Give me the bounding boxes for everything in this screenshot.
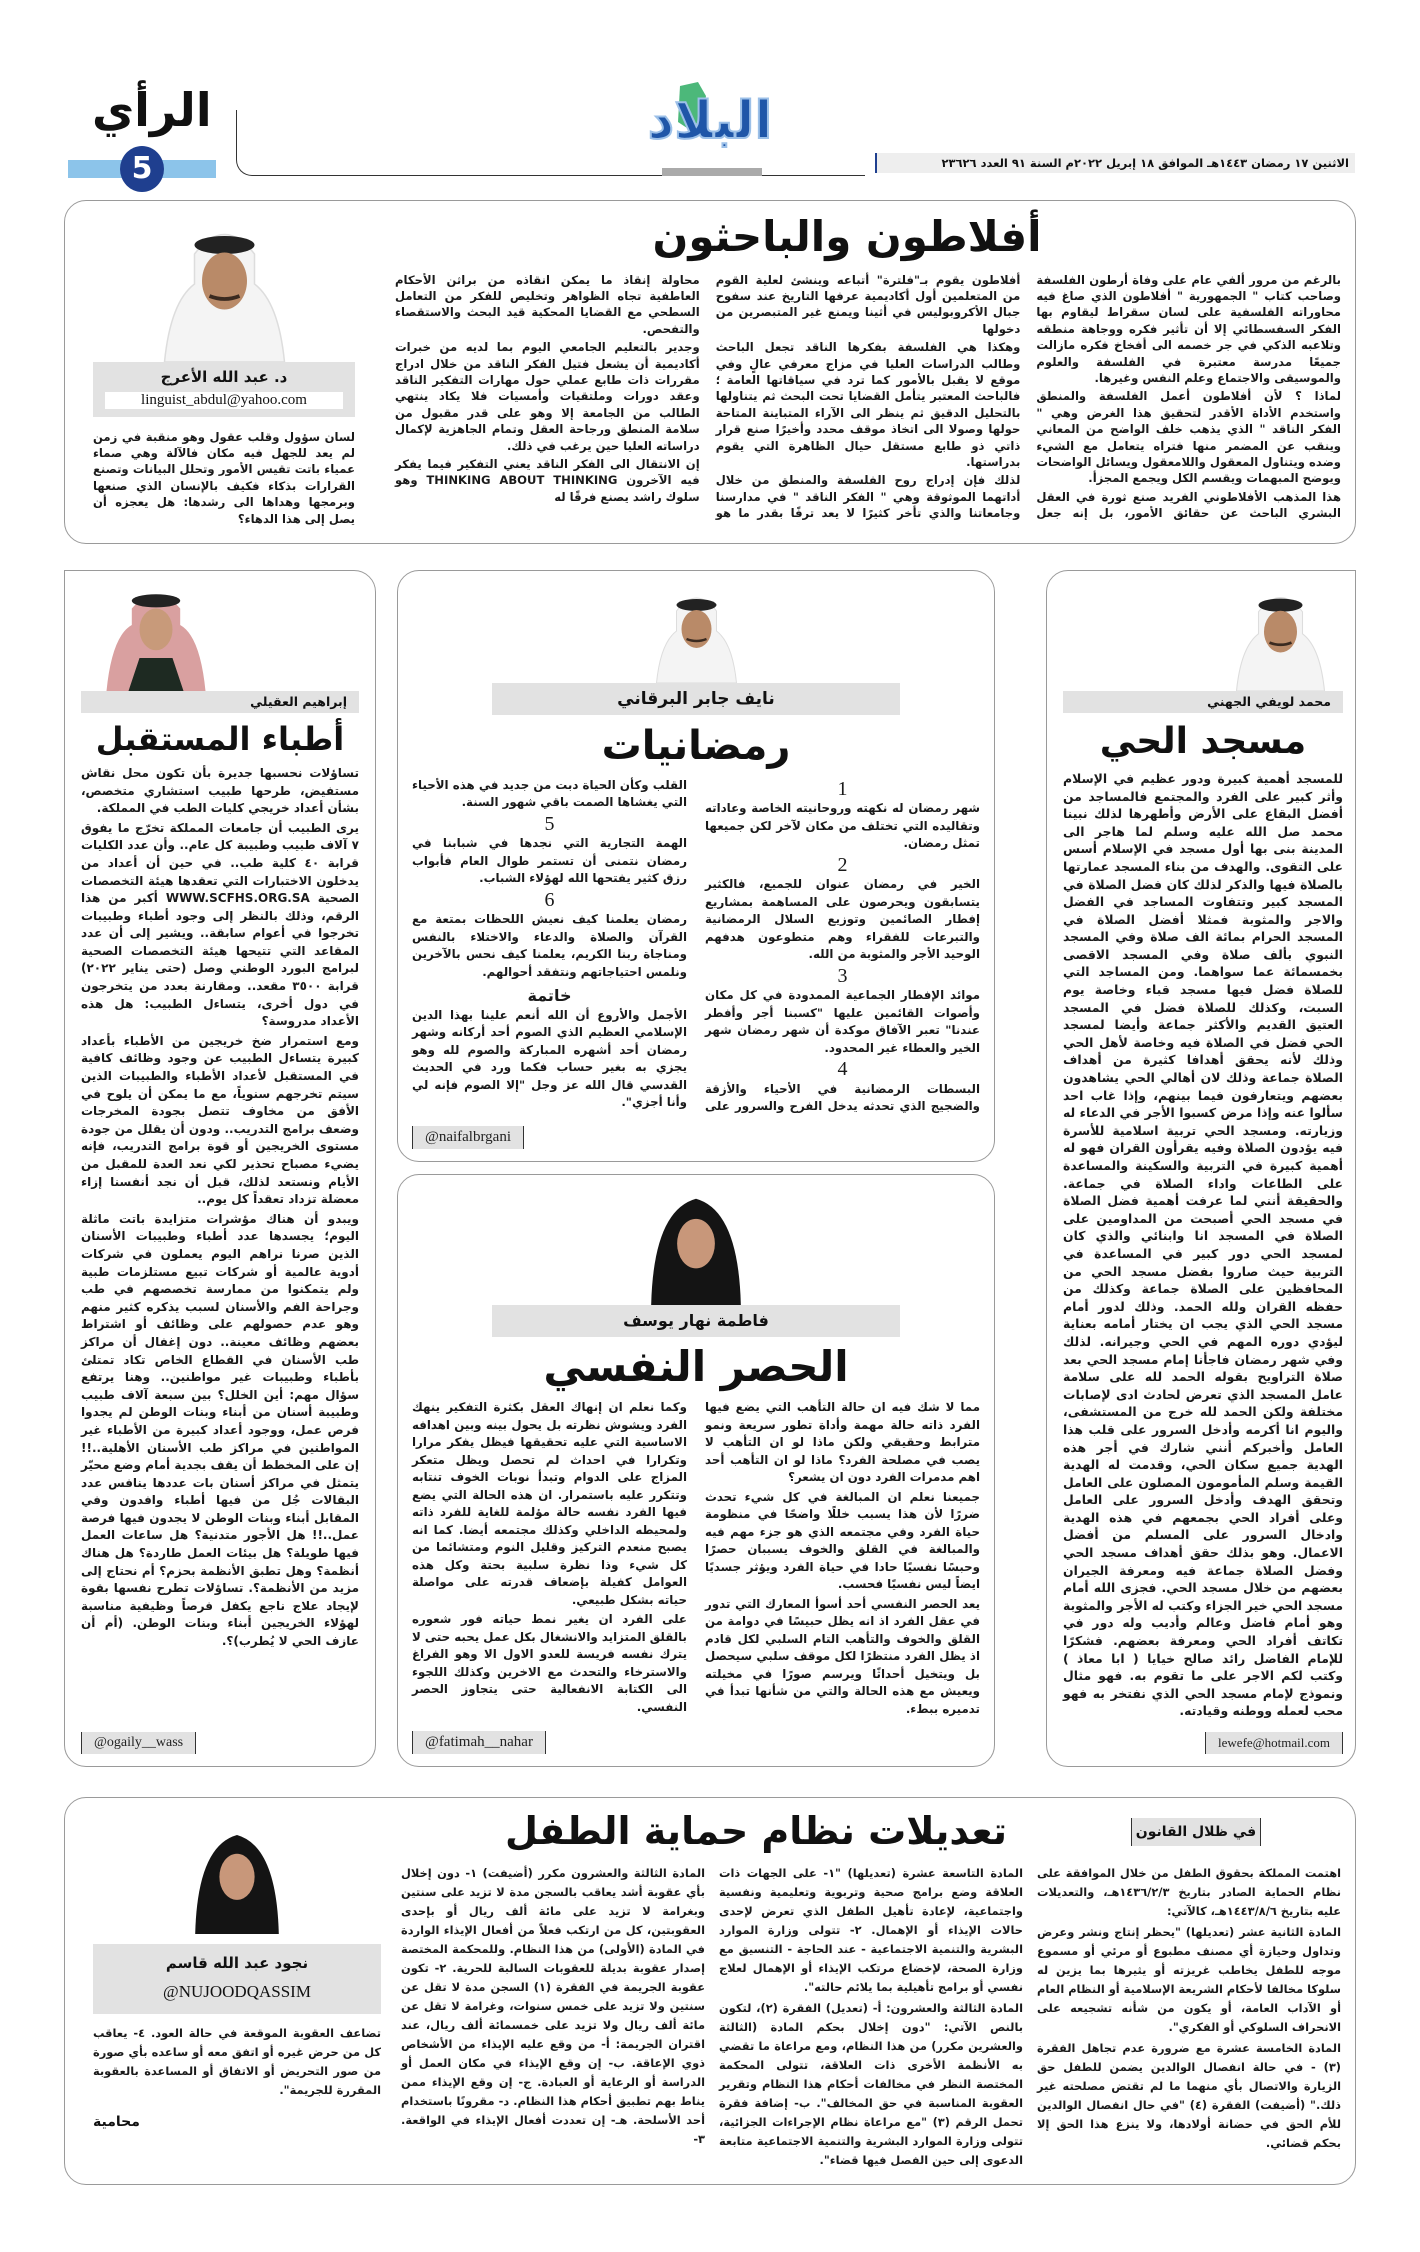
author-email[interactable]: linguist_abdul@yahoo.com (105, 392, 343, 409)
article-doctors (64, 570, 376, 1767)
section-number: 2 (837, 853, 848, 876)
author-name: محمد لويفي الجهني (1063, 691, 1343, 713)
paragraph: تضاعف العقوبة الموقعة في حالة العود. ٤- يعاقب كل من حرض غيره أو اتفق معه أو ساعده بأي صورة من صور التحريض أو الاتفاق أو المساعدة بالعقوبة المقررة للجريمة". (93, 2025, 381, 2097)
paragraph: رمضان يعلمنا كيف نعيش اللحظات بمتعة مع القرآن والصلاة والدعاء والاختلاء بالنفس ومناجاة ربنا الكريم، يعلمنا كيف نحس بالآخرين ونلمس احتياجاتهم ونتفقد أحوالهم. (412, 912, 687, 979)
paragraph: لماذا ؟ لأن أفلاطون أعمل الفلسفة والمنطق واستخدم الأداة الأقدر لتحقيق هذا الغرض وهي " الفكر الناقد " الذي يذهب خلف الواضح من المعاني وينقب عن المضمر منها فتراه يتعامل مع الشيء وضده ويتناول المعقول واللامعقول ويسائل الواضحات ويوضح المبهمات ويقسم الكل ويجمع المجزأ. (1036, 389, 1341, 486)
section-number: 3 (837, 964, 848, 987)
author-role: محامية (93, 2113, 140, 2130)
section-tag: في ظلال القانون (1131, 1818, 1261, 1846)
paragraph: تساؤلات نحسبها جديرة بأن تكون محل نقاش مستفيض، طرحها طبيب استشاري متخصص، بشأن أعداد خريجي كليات الطب في المملكة. (81, 765, 359, 816)
section-number: 1 (837, 777, 848, 800)
paragraph: يعد الحصر النفسي أحد أسوأ المعارك التي تدور في عقل الفرد اذ انه يظل حبيسًا في دوامة من القلق والخوف والتأهب التام السلبي لكل قادم اذ يظل الفرد منتظرًا لكل موقف سلبي سيحصل بل ويتخيل أحداثًا ويرسم صورًا في مخيلته ويعيش مع هذه الحالة والتي من شأنها تبدأ في تدميره ببطء. (705, 1596, 980, 1716)
author-email[interactable]: lewefe@hotmail.com (1205, 1732, 1343, 1754)
article-title: أطباء المستقبل (95, 719, 345, 758)
author-photo (137, 212, 312, 362)
paragraph: جميعنا نعلم ان المبالغة في كل شيء تحدث ضررًا لأن هذا يسبب خللًا واضحًا في منظومة حياة الفرد وفي مجتمعه الذي هو جزء مهم فيه والمبالغة في القلق والخوف يسببان حصرًا وحبسًا نفسيًا حادا في حياة الفرد ويؤثر جسديًا ايضاً ليس نفسيًا فحسب. (705, 1489, 980, 1592)
paragraph: مما لا شك فيه ان حالة التأهب التي يضع فيها الفرد ذاته حالة مهمة وأداة تطور سريعة ونمو مترابط وحقيقي ولكن ماذا لو ان التأهب لا يصب في مصلحة الفرد؟ ماذا لو ان التأهب أحد اهم مدمرات الفرد دون ان يشعر؟ (705, 1400, 980, 1485)
paragraph: المادة التاسعة عشرة (تعديلها) "١- على الجهات ذات العلاقة وضع برامج صحية وتربوية وتعليمية ونفسية واجتماعية، لإعادة تأهيل الطفل الذي تعرض لإحدى حالات الإيذاء أو الإهمال. ٢- تتولى وزارة الموارد البشرية والتنمية الاجتماعية - عند الحاجة - التنسيق مع وزارة الصحة، لإخضاع مرتكب الإيذاء أو الإهمال لعلاج نفسي أو برامج تأهيلية بما يلائم حالته". (719, 1865, 1023, 1994)
article-body (1063, 770, 1343, 1722)
author-handle[interactable]: @naifalbrgani (412, 1126, 524, 1149)
paragraph: الأجمل والأروع أن الله أنعم علينا بهذا الدين الإسلامي العظيم الذي الصوم أحد أركانه وشهر رمضان أحد أشهره المباركة والصوم لله وهو يجزي به بغير حساب فكما ورد في الحديث القدسي قال الله عز وجل "إلا الصوم فإنه لي وأنا أجزي". (412, 1007, 687, 1110)
paragraph: للمسجد أهمية كبيرة ودور عظيم في الإسلام وأثر كبير على الفرد والمجتمع فالمساجد من أفضل البقاع على الأرض وأطهرها لذلك نبينا محمد صل الله عليه وسلم لما هاجر الى المدينة بنى بها أول مسجد في الإسلام أسس على التقوى. والهدف من بناء المسجد عمارتها بالصلاة فيها والذكر لذلك كان فضل الصلاة في المسجد كبير وتتفاوت المساجد في الفضل والاجر والمثوبة فمثلا أفضل الصلاة في المسجد الحرام بمائة الف صلاة وفي المسجد النبوي بألف صلاة وفي المسجد الاقصى بخمسمائة عما سواهما. ومن المساجد التي للصلاة فضل فيها مسجد قباء وخاصة يوم السبت، وكذلك للصلاة فضل في المسجد العتيق القديم والأكثر جماعة وأيضا لمسجد الحي فضل في الصلاة فيه وخاصة لأهل الحي وذلك لأنه يحقق أهدافا كثيرة من أهداف الصلاة جماعة وذلك لان أهالي الحي يشاهدون بعضهم ويتعارفون فيما بينهم، وإذا غاب احد سألوا عنه وإذا مرض كسبوا الأجر في الدعاء له وزيارته. ومسجد الحي تربية اسلامية للأسرة فيه يؤدون الصلاة وفيه يقرأون القران فهو له أهمية كبيرة في التربية والسكينة والمساعدة على الطاعات واداء الصلاة في جماعة. والحقيقة أنني لما عرفت أهمية فضل الصلاة في مسجد الحي أصبحت من المداومين على الصلاة في المسجد انا وابنائي والذي كان لمسجد الحي دور كبير في المساعدة في التربية حيث صاروا بفضل مسجد الحي من المحافظين على الصلاة جماعة وكذلك من حفظه القران ولله الحمد. وذلك لدور أمام مسجد الحي الذي يجب ان يختار أمامه بعناية ليؤدي دوره المهم في الحي وجيرانه. لذلك وفي شهر رمضان فاجأنا إمام مسجد الحي بعد صلاة التراويح بقوله الحمد لله على سلامة عامل المسجد الذي تعرض لحادث ادى لإصابات مختلفة ولكن الحمد لله خرج من المستشفى، واليوم انا أكرمه وأدخل السرور على قلب هذا العامل وأخبركم أنني شارك في أجر هذه الهدية جميع سكان الحي، وقدمت له الهدية القيمة وسلم المأمومون المصلون على العامل وتحقق الهدف وأدخل السرور على العامل وعلى أفراد الحي بجمعهم في هذه الهدية وادخال السرور على المسلم من أفضل الاعمال. وهو بذلك حقق أهداف مسجد الحي وفضل الصلاة جماعة فيه ومعرفة الجيران بعضهم من خلال مسجد الحي. فجزى الله أمام مسجد الحي خير الجزاء وكتب له الأجر والمثوبة وهو أمام فاضل وعالم وأديب وله دور في تكاتف أفراد الحي ومعرفة بعضهم. فشكرًا للإمام الفاضل رائد صالح خيايا ( ابا معاذ ) وكتب لكم الاجر على ما تقوم به. فهو مثال ونموذج لإمام مسجد الحي الذي نفتخر به فهو محب لعمله ووطنه وقيادته. (1062, 770, 1343, 1719)
article-body (401, 1864, 1341, 2170)
article-body-continued (93, 2024, 381, 2100)
author-photo (101, 581, 211, 691)
article-title: مسجد الحي (1099, 720, 1307, 762)
paragraph: ويبدو أن هناك مؤشرات متزايدة باتت ماثلة اليوم؛ يجسدها عدد أطباء وطبيبات الأسنان الذين صرنا نراهم اليوم يعملون في شركات أدوية عالمية أو شركات تبيع مستلزمات طبية ولم يتمكنوا من ممارسة تخصصهم في طب وجراحة الفم والأسنان لسبب يذكره كثير منهم وهو عدم حصولهم على وظائف أو اشتراط بعضهم وظائف معينة.. دون إغفال أن مراكز طب الأسنان في القطاع الخاص تكاد تمتلئ بأطباء وطبيبات غير مواطنين.. وهنا يرتفع سؤال مهم: أين الخلل؟ بين سبعة آلاف طبيب وطبيبة أسنان من أبناء وبنات الوطن لم يجدوا فرص عمل، ووجود أعداد كبيرة من الأطباء غير المواطنين في مراكز طب الأسنان الأهلية..!! إن على المخطط أن يقف بجدية أمام وضع محيّر يتمثل في مراكز أسنان بات عددها ينافس عدد البقالات جُل من فيها أطباء وافدون وفي المقابل أبناء وبنات الوطن لا يجدون فيها فرصة عمل..!! هل الأجور متدنية؟ هل ساعات العمل فيها طويلة؟ هل بيئات العمل طاردة؟ هل هناك أنظمة؟ وهل تطبق الأنظمة بحزم؟ أم نحتاج إلى مزيد من الأنظمة؟. تساؤلات تطرح نفسها بقوة لإيجاد علاج ناجع يكفل فرصاً وظيفية مناسبة لهؤلاء الخريجين أبناء وبنات الوطن. (أم أن عازف الحي لا يُطرب)؟. (81, 1211, 359, 1649)
article-body (412, 777, 980, 1116)
paragraph: الخير في رمضان عنوان للجميع، فالكثير يتسابقون ويحرصون على المساهمة بمشاريع إفطار الصائمين وتوزيع السلال الرمضانية والتبرعات للفقراء وهم متطوعون هدفهم الوحيد الأجر والمثوبة من الله. (705, 877, 980, 962)
author-photo (639, 583, 754, 683)
paragraph: على الفرد ان يغير نمط حياته فور شعوره بالقلق المتزايد والانشغال بكل عمل يحبه حتى لا يترك نفسه فريسة للعدو الاول الا وهو الفراغ والاسترخاء والتحدث مع الاخرين وكذلك اللجوء الى الكتابة الانفعالية حتى يتجاوز الحصر النفسي. (412, 1612, 687, 1714)
author-name: نجود عبد الله قاسم (165, 1953, 309, 1972)
paragraph: المادة الثانية عشر (تعديلها) "يحظر إنتاج ونشر وعرض وتداول وحيازة أي مصنف مطبوع أو مرئي أو مسموع موجه للطفل يخاطب غريزته أو يثيرها بما يزين له سلوكا مخالفا لأحكام الشريعة الإسلامية أو النظام العام أو الآداب العامة، أو يكون من شأنه تشجيعه على الانحراف السلوكي أو الفكري". (1037, 1924, 1341, 2034)
author-name: إبراهيم العقيلي (81, 691, 359, 713)
author-name: د. عبد الله الأعرج (160, 367, 288, 386)
dateline: الاثنين ١٧ رمضان ١٤٤٣هـ الموافق ١٨ إبريل ٢٠٢٢م السنة ٩١ العدد ٢٣٦٢٦ (875, 153, 1355, 173)
article-title: تعديلات نظام حماية الطفل (504, 1809, 1008, 1853)
paragraph: شهر رمضان له نكهته وروحانيته الخاصة وعاداته وتقاليده التي تختلف من مكان لآخر لكن جميعها تمثل رمضان. (705, 801, 980, 851)
author-handle[interactable]: @fatimah__nahar (412, 1731, 546, 1754)
section-number: 4 (837, 1058, 848, 1081)
paragraph: موائد الإفطار الجماعية الممدودة في كل مكان وأصوات القائمين عليها "كسبنا أجر وأفطر عندنا" تعبر الآفاق موكدة أن شهر رمضان شهر الخير والعطاء غير المحدود. (705, 988, 980, 1055)
section-number: 5 (544, 812, 555, 835)
author-name: فاطمة نهار يوسف (492, 1305, 900, 1337)
paragraph: الهمة التجارية التي نجدها في شبابنا في رمضان نتمنى أن تستمر طوال العام فأبواب رزق كثير يفتحها الله لهؤلاء الشباب. (412, 836, 687, 886)
paragraph: وجدير بالتعليم الجامعي اليوم بما لديه من خبرات أكاديمية أن يشعل فتيل الفكر الناقد من خلال ادراج مقررات ذات طابع عملي حول مهارات التفكير الناقد وعقد دورات وملتقيات وأمسيات فلا يكاد ينتهي الطالب من الجامعة إلا وهو على قدر مقبول من سلامة المنطق ورجاحة العقل وتمام الجاهزية لإكمال دراساته العليا حين يرغب في ذلك. (395, 340, 700, 453)
masthead (0, 0, 1420, 200)
article-body (412, 1399, 980, 1721)
newspaper-logo[interactable]: البلاد (640, 78, 780, 178)
article-title: الحصر النفسي (543, 1341, 849, 1391)
article-child-protection (64, 1797, 1356, 2185)
article-title: أفلاطون والباحثون (652, 212, 1042, 261)
author-handle[interactable]: @ogaily__wass (81, 1732, 196, 1754)
article-body-continued (93, 429, 355, 527)
article-plato (64, 200, 1356, 544)
paragraph: يرى الطبيب أن جامعات المملكة تخرّج ما يفوق ٧ آلاف طبيب وطبيبة كل عام.. وأن عدد الكليات قرابة ٤٠ كلية طب.. في حين أن أعداد من يدخلون الاختبارات التي تعقدها هيئة التخصصات الصحية WWW.SCFHS.ORG.SA أكبر من هذا الرقم، وذلك بالنظر إلى وجود أطباء وطبيبات تخرجوا في أعوام سابقة.. ويشير إلى أن عدد المقاعد التي تتيحها هيئة التخصصات الصحية لبرامج البورد الوطني وصل (حتى يناير ٢٠٢٢) قرابة ٣٥٠٠ مقعد.. ومقارنة بعدد من يتخرجون في دول أخرى، يتساءل الطبيب: هل هذه الأعداد مدروسة؟ (81, 820, 360, 1029)
author-handle[interactable]: @NUJOODQASSIM (163, 1981, 311, 2001)
article-anxiety (397, 1174, 995, 1767)
section-title: الرأي (92, 83, 212, 137)
paragraph: المادة الثالثة والعشرون: أ- (تعديل) الفقرة (٢)، لتكون بالنص الآتي: "دون إخلال بحكم المادة (الثالثة والعشرين مكرر) من هذا النظام، ومع مراعاة ما تقضي به الأنظمة الأخرى ذات العلاقة، تتولى المحكمة المختصة النظر في مخالفات أحكام هذا النظام وتقرير العقوبة المناسبة في حق المخالف". ب- إضافة فقرة تحمل الرقم (٣) "مع مراعاة نظام الإجراءات الجزائية، تتولى وزارة الموارد البشرية والتنمية الاجتماعية متابعة الدعوى إلى حين الفصل فيها قضاء". (719, 2000, 1023, 2167)
paragraph: لسان سؤول وقلب عقول وهو منقبة في زمن لم يعد للجهل فيه مكان فالآلة وهي صماء عمياء باتت تقيس الأمور وتحلل البيانات وتصنع القرارات بذكاء فكيف بالإنسان الذي صنعها وبرمجها وهداها الى رشدها: هل يعجزه أن يصل إلى هذا الدهاء؟ (93, 429, 355, 526)
article-body (81, 765, 359, 1721)
paragraph: المادة الخامسة عشرة مع ضرورة عدم تجاهل الفقرة (٣) - في حالة انفصال الوالدين يضمن للطفل حق الزيارة والاتصال بأي منهما ما لم تقتض مصلحته غير ذلك." (أضيفت) الفقرة (٤) "في حال انفصال الوالدين للأم الحق في حضانة أولادها، ولا ينزع هذا الحق إلا بحكم قضائي. (1037, 2040, 1341, 2150)
page-number: 5 (120, 146, 164, 192)
article-ramadan (397, 570, 995, 1162)
section-number: خاتمة (527, 986, 572, 1006)
paragraph: إن الانتقال الى الفكر الناقد يعني التفكير فيما يفكر فيه الآخرون THINKING ABOUT THINKING وهو سلوك راشد يصنع فرقًا له (395, 456, 700, 504)
paragraph: البسطات الرمضانية في الأحياء والأزقة والضجيج الذي تحدثه يدخل الفرح والسرور على القلب وكأن الحياة دبت من جديد في هذه الأحياء التي يغشاها الصمت باقي شهور السنة. (412, 777, 980, 1114)
author-name: نايف جابر البرقاني (492, 683, 900, 715)
author-photo (631, 1187, 761, 1305)
article-body (395, 272, 1341, 529)
paragraph: المادة الثالثة والعشرون مكرر (أضيفت) ١- دون إخلال بأي عقوبة أشد يعاقب بالسجن مدة لا تزيد على سنتين وبغرامة لا تزيد على مائة ألف ريال أو بإحدى العقوبتين، كل من ارتكب فعلاً من أفعال الإيذاء الواردة في المادة (الأولى) من هذا النظام. وللمحكمة المختصة إصدار عقوبة بديلة للعقوبات السالبة للحرية. ٢- تكون عقوبة الجريمة في الفقرة (١) السجن مدة لا تقل عن سنتين ولا تزيد على خمس سنوات، وغرامة لا تقل عن مائة ألف ريال ولا تزيد على خمسمائة ألف ريال، عند اقتران الجريمة: أ- من وقع عليه الإيذاء من الأشخاص ذوي الإعاقة. ب- إن وقع الإيذاء في مكان العمل أو الدراسة أو الرعاية أو العبادة. ج- إن وقع الإيذاء ممن يناط بهم تطبيق أحكام هذا النظام. د- مقرونًا باستخدام أحد الأسلحة. هـ- إن تعددت أفعال الإيذاء في الواقعة. ٣- (401, 1865, 705, 2146)
author-box (93, 362, 355, 417)
paragraph: بالرغم من مرور ألفي عام على وفاة أرطون الفلسفة وصاحب كتاب " الجمهورية " أفلاطون الذي صاغ فيه محاوراته الفلسفية على لسان سقراط ليقاوم بها الفكر السفسطائي إلا أن تأثير فكره ووجاهة منطقه وتلاعبه الذكي في جر خصمه الى أفخاخ فكره مازالت جميعًا مدرسة معتبرة في الفلسفة والعلوم والموسيقى والاجتماع وعلم النفس وغيرها. (1036, 272, 1341, 385)
author-box (93, 1944, 381, 2014)
author-photo (182, 1814, 292, 1944)
article-mosque (1046, 570, 1356, 1767)
paragraph: ومع استمرار ضخ خريجين من الأطباء بأعداد كبيرة يتساءل الطبيب عن وجود وظائف كافية في المستقبل لأعداد الأطباء والطبيبات الذين سيتم تخرجهم سنوياً، مع ما يمكن أن يلوح في الأفق من مخاوف تتصل بجودة المخرجات وضعف برامج التدريب.. ودون أن يقلل من جودة مستوى الخريجين أو قوة برامج التدريب، فإنه يضيء مصباح تحذير لكي نعد العدة للمقبل من الأيام ونستعد لذلك، قبل أن نجد أنفسنا إزاء معضلة تزداد تعقداً كل يوم.. (81, 1033, 359, 1207)
paragraph: وكما نعلم ان إنهاك العقل بكثرة التفكير ينهك الفرد ويشوش نظرته بل يحول بينه وبين اهدافه الاساسية التي عليه تحقيقها فيظل يفكر مرارا وتكرارا في احداث لم تحصل ويظل متعكر المزاج على الدوام وتبدأ نوبات الخوف تنتابه وتتكرر عليه باستمرار. ان هذه الحالة التي يضع فيها الفرد نفسه حالة مؤلمة للغاية للفرد ذاته ولمحيطه الداخلي وكذلك مجتمعه أيضا. كما انه يصبح منعدم التركيز وقليل النوم ومتشائما من كل شيء وذا نظرة سلبية بحتة وكل هذه العوامل كفيلة بإضعاف قدرته على مواصلة حياته بشكل طبيعي. (412, 1400, 687, 1607)
section-number: 6 (544, 888, 555, 911)
paragraph: وهكذا هي الفلسفة بفكرها الناقد تجعل الباحث وطالب الدراسات العليا في مزاج معرفي عالٍ وفي موقع لا يقبل بالأمور كما ترد في سياقاتها العامة ؛ فالباحث المعتبر يتأمل القضايا تحت البحث ثم يتناولها بالتحليل الدقيق ثم ينظر الى الآراء المتباينة المتاحة حولها وصولا الى اتخاذ موقف محدد وأخيرًا صنع قرار ذاتي ذو طابع مستقل حيال الظاهرة التي يقوم بدراستها. (715, 340, 1021, 469)
paragraph: لذلك فإن إدراج روح الفلسفة والمنطق من خلال أداتهما الموثوقة وهي " الفكر الناقد " في مدارسنا وجامعاتنا والذي تأخر كثيرًا لا يعد ترفًا بقدر ما هو محاولة إنقاذ ما يمكن انقاذه من براثن الأحكام العاطفية تجاه الظواهر وتخليص للفكر من التعامل السطحي مع القضايا المحكية قيد البحث والاستقصاء والتفحص. (395, 272, 1021, 521)
article-title: رمضانيات (601, 722, 791, 769)
paragraph: هذا المذهب الأفلاطوني الفريد صنع ثورة في العقل البشري الباحث عن حقائق الأمور، بل إنه جعل أفلاطون يقوم بـ"فلترة" أتباعه وينشئ لعلية القوم من المتعلمين أول أكاديمية عرفها التاريخ عند سفوح جبال الأكروبوليس في أثينا ويمنع غير المتبصرين من دخولها (715, 272, 1341, 521)
paragraph: اهتمت المملكة بحقوق الطفل من خلال الموافقة على نظام الحماية الصادر بتاريخ ١٤٣٦/٢/٣هـ، والتعديلات عليه بتاريخ ١٤٤٣/٨/٦هـ، كالآتي: (1037, 1865, 1341, 1918)
author-photo (1218, 581, 1343, 691)
